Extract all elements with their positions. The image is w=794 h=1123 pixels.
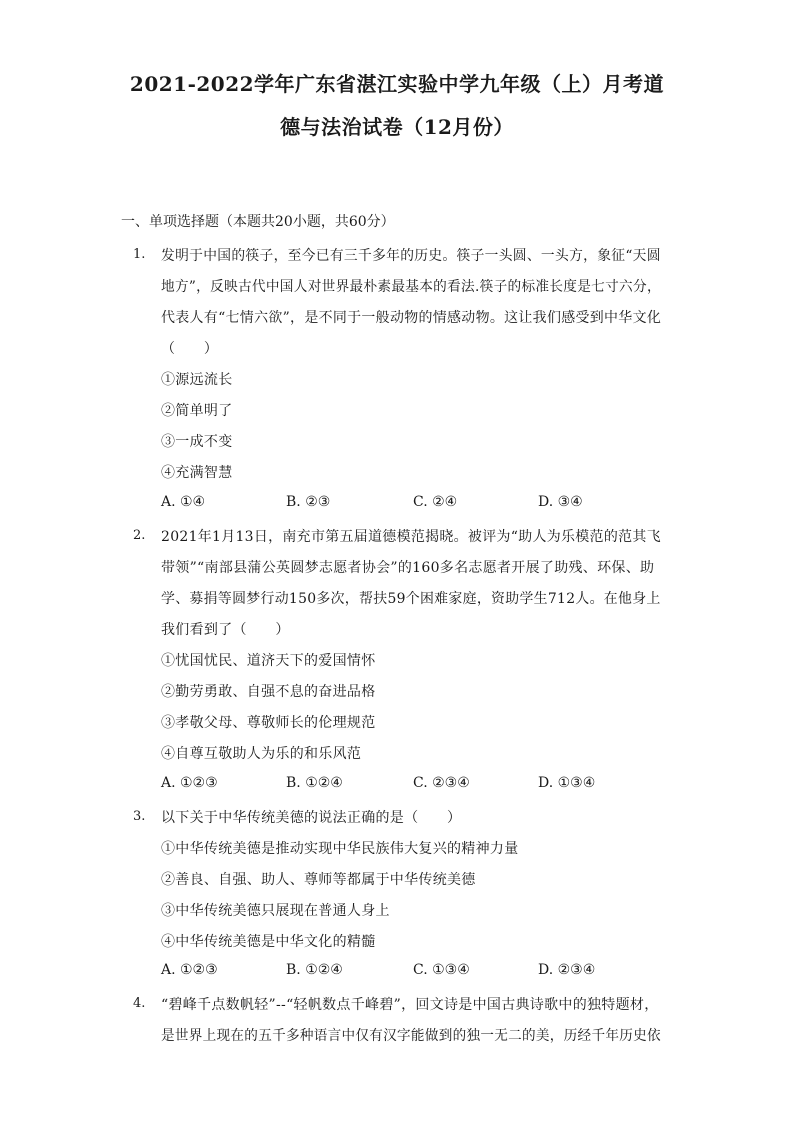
question-2-statement: ④自尊互敬助人为乐的和乐风范: [161, 746, 362, 762]
question-2-statement: ②勤劳勇敢、自强不息的奋进品格: [161, 684, 376, 700]
question-2-choice-c: C. ②③④: [413, 775, 470, 791]
question-3-number: 3.: [133, 809, 146, 824]
question-2-statement: ①忧国忧民、道济天下的爱国情怀: [161, 653, 376, 669]
page-title-line-1: 2021-2022学年广东省湛江实验中学九年级（上）月考道: [129, 72, 665, 96]
question-2-text-line: 2021年1月13日，南充市第五届道德模范揭晓。被评为“助人为乐模范的范其飞: [161, 529, 661, 545]
question-2-number: 2.: [133, 528, 146, 543]
question-1-statement: ①源远流长: [161, 372, 233, 388]
question-1-choice-d: D. ③④: [538, 494, 583, 510]
question-1-text-line: （ ）: [161, 341, 219, 357]
question-1-statement: ③一成不变: [161, 434, 233, 450]
question-1-text-line: 发明于中国的筷子，至今已有三千多年的历史。筷子一头圆、一头方，象征“天圆: [161, 248, 661, 264]
question-2-choice-d: D. ①③④: [538, 775, 596, 791]
question-1-choice-c: C. ②④: [413, 494, 458, 510]
question-3-choice-b: B. ①②④: [286, 962, 343, 978]
question-1-text-line: 代表人有“七情六欲”，是不同于一般动物的情感动物。这让我们感受到中华文化: [161, 310, 662, 326]
question-1-text-line: 地方”，反映古代中国人对世界最朴素最基本的看法.筷子的标准长度是七寸六分，: [161, 279, 661, 295]
page-title-line-2: 德与法治试卷（12月份）: [280, 115, 514, 139]
question-4-text-line: 是世界上现在的五千多种语言中仅有汉字能做到的独一无二的美，历经千年历史依: [161, 1028, 661, 1044]
question-3-statement: ④中华传统美德是中华文化的精髓: [161, 934, 376, 950]
question-3-choice-c: C. ①③④: [413, 962, 470, 978]
question-3-statement: ②善良、自强、助人、尊师等都属于中华传统美德: [161, 872, 476, 888]
question-1-choice-a: A. ①④: [161, 494, 206, 510]
question-3-choice-a: A. ①②③: [161, 962, 218, 978]
question-4-number: 4.: [133, 996, 146, 1011]
section-heading: 一、单项选择题（本题共20小题，共60分）: [121, 214, 395, 230]
question-3-choice-d: D. ②③④: [538, 962, 596, 978]
question-2-text-line: 学、募捐等圆梦行动150多次，帮扶59个困难家庭，资助学生712人。在他身上: [161, 591, 661, 607]
question-4-text-line: “碧峰千点数帆轻”--“轻帆数点千峰碧”，回文诗是中国古典诗歌中的独特题材，: [161, 997, 659, 1013]
question-2-statement: ③孝敬父母、尊敬师长的伦理规范: [161, 715, 376, 731]
question-2-text-line: 我们看到了（ ）: [161, 622, 290, 638]
question-2-choice-a: A. ①②③: [161, 775, 218, 791]
question-1-statement: ④充满智慧: [161, 465, 233, 481]
question-1-number: 1.: [133, 247, 146, 262]
question-1-choice-b: B. ②③: [286, 494, 331, 510]
question-3-text-line: 以下关于中华传统美德的说法正确的是（ ）: [161, 810, 462, 826]
question-1-statement: ②简单明了: [161, 403, 233, 419]
question-3-statement: ①中华传统美德是推动实现中华民族伟大复兴的精神力量: [161, 841, 519, 857]
question-3-statement: ③中华传统美德只展现在普通人身上: [161, 903, 390, 919]
question-2-text-line: 带领”“南部县蒲公英圆梦志愿者协会”的160多名志愿者开展了助残、环保、助: [161, 560, 655, 576]
question-2-choice-b: B. ①②④: [286, 775, 343, 791]
